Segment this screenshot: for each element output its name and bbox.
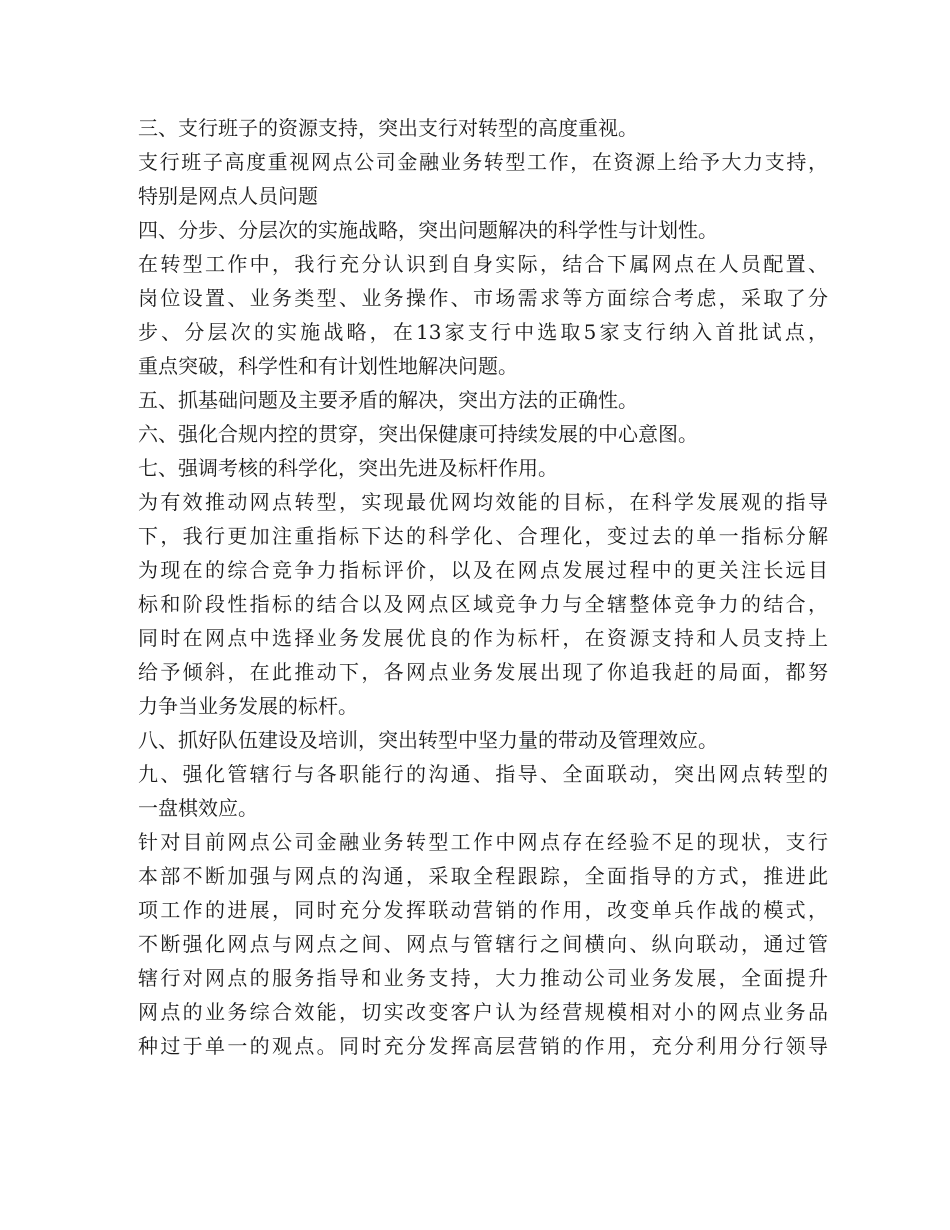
text-line: 一盘棋效应。 (138, 796, 258, 820)
text-line: 标和阶段性指标的结合以及网点区域竞争力与全辖整体竞争力的结合， (138, 592, 828, 616)
text-line: 本部不断加强与网点的沟通，采取全程跟踪，全面指导的方式，推进此 (138, 864, 828, 888)
text-line: 九、强化管辖行与各职能行的沟通、指导、全面联动，突出网点转型的 (138, 762, 828, 786)
text-line: 给予倾斜，在此推动下，各网点业务发展出现了你追我赶的局面，都努 (138, 660, 828, 684)
text-line: 为现在的综合竞争力指标评价，以及在网点发展过程中的更关注长远目 (138, 558, 828, 582)
text-line: 七、强调考核的科学化，突出先进及标杆作用。 (138, 456, 558, 480)
text-line: 四、分步、分层次的实施战略，突出问题解决的科学性与计划性。 (138, 218, 718, 242)
text-line: 步、分层次的实施战略，在13家支行中选取5家支行纳入首批试点， (138, 320, 828, 344)
text-line: 为有效推动网点转型，实现最优网均效能的目标，在科学发展观的指导 (138, 490, 828, 514)
text-line: 支行班子高度重视网点公司金融业务转型工作，在资源上给予大力支持， (138, 150, 828, 174)
text-line: 种过于单一的观点。同时充分发挥高层营销的作用，充分利用分行领导 (138, 1034, 828, 1058)
text-line: 六、强化合规内控的贯穿，突出保健康可持续发展的中心意图。 (138, 422, 698, 446)
text-line: 网点的业务综合效能，切实改变客户认为经营规模相对小的网点业务品 (138, 1000, 828, 1024)
text-line: 针对目前网点公司金融业务转型工作中网点存在经验不足的现状，支行 (138, 830, 828, 854)
text-line: 特别是网点人员问题 (138, 184, 318, 208)
text-line: 五、抓基础问题及主要矛盾的解决，突出方法的正确性。 (138, 388, 638, 412)
text-line: 八、抓好队伍建设及培训，突出转型中坚力量的带动及管理效应。 (138, 728, 718, 752)
text-line: 力争当业务发展的标杆。 (138, 694, 358, 718)
text-line: 重点突破，科学性和有计划性地解决问题。 (138, 354, 518, 378)
text-line: 同时在网点中选择业务发展优良的作为标杆，在资源支持和人员支持上 (138, 626, 828, 650)
text-line: 岗位设置、业务类型、业务操作、市场需求等方面综合考虑，采取了分 (138, 286, 828, 310)
text-line: 不断强化网点与网点之间、网点与管辖行之间横向、纵向联动，通过管 (138, 932, 828, 956)
text-line: 在转型工作中，我行充分认识到自身实际，结合下属网点在人员配置、 (138, 252, 828, 276)
text-line: 项工作的进展，同时充分发挥联动营销的作用，改变单兵作战的模式， (138, 898, 828, 922)
text-line: 下，我行更加注重指标下达的科学化、合理化，变过去的单一指标分解 (138, 524, 828, 548)
document-body (138, 111, 828, 1063)
text-line: 三、支行班子的资源支持，突出支行对转型的高度重视。 (138, 116, 638, 140)
text-line: 辖行对网点的服务指导和业务支持，大力推动公司业务发展，全面提升 (138, 966, 828, 990)
